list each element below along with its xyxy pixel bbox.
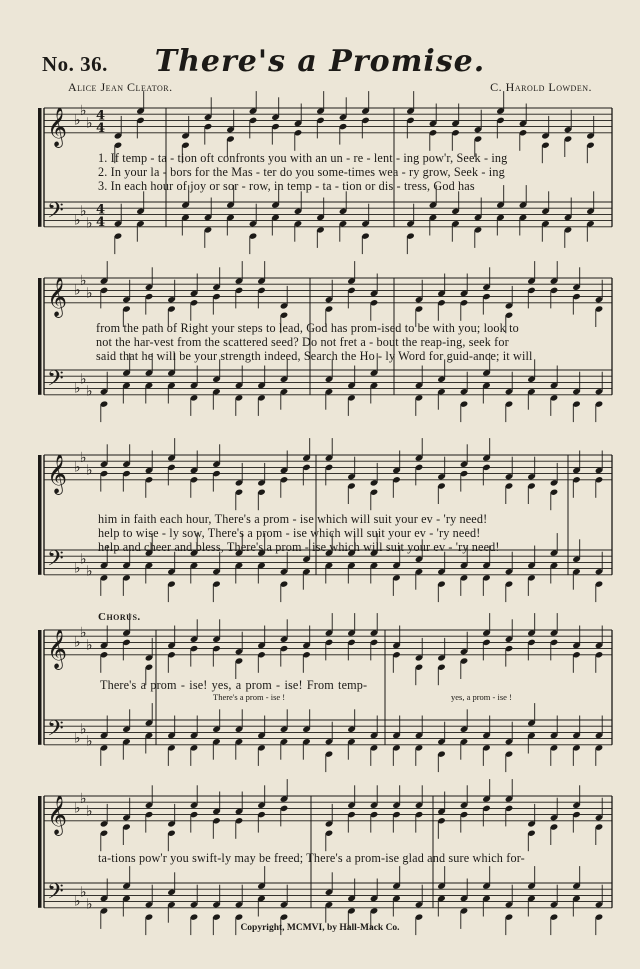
hymn-number: No. 36.: [42, 52, 108, 76]
bass-clef-icon: 𝄢: [47, 716, 64, 747]
flat-icon: ♭: [86, 462, 93, 479]
flat-icon: ♭: [80, 884, 87, 901]
flat-icon: ♭: [86, 803, 93, 820]
flat-icon: ♭: [86, 896, 93, 913]
flat-icon: ♭: [74, 800, 81, 817]
time-signature: 4: [96, 202, 106, 218]
flat-icon: ♭: [80, 625, 87, 642]
bass-clef-icon: 𝄢: [47, 198, 64, 229]
lyric-line: not the har-vest from the scattered seed? Do not fret a - bout the reap-ing, seek for: [96, 335, 509, 349]
echo-lyric: There's a prom - ise !: [213, 692, 286, 702]
flat-icon: ♭: [86, 733, 93, 750]
lyricist: Alice Jean Cleator.: [68, 80, 173, 94]
flat-icon: ♭: [80, 551, 87, 568]
lyric-line: him in faith each hour, There's a prom - ise which will suit your ev - 'ry need!: [98, 512, 488, 526]
lyric-line: 2. In your la - bors for the Mas - ter do you some-times wea - ry grow, Seek - ing: [98, 165, 505, 179]
flat-icon: ♭: [74, 459, 81, 476]
flat-icon: ♭: [86, 383, 93, 400]
flat-icon: ♭: [74, 893, 81, 910]
lyric-line: help and cheer and bless, There's a prom - ise which will suit your ev - 'ry need!: [98, 540, 500, 554]
flat-icon: ♭: [86, 215, 93, 232]
bass-clef-icon: 𝄢: [47, 546, 64, 577]
flat-icon: ♭: [74, 112, 81, 129]
flat-icon: ♭: [80, 103, 87, 120]
lyric-line: 3. In each hour of joy or sor - row, in temp - ta - tion or dis - tress, God has: [98, 179, 475, 193]
treble-clef-icon: 𝄞: [47, 794, 68, 835]
flat-icon: ♭: [86, 285, 93, 302]
bass-clef-icon: 𝄢: [47, 879, 64, 910]
system-bracket: [38, 278, 42, 395]
treble-clef-icon: 𝄞: [47, 106, 68, 147]
system-bracket: [38, 796, 42, 908]
lyric-line: 1. If temp - ta - tion oft confronts you with an un - re - lent - ing pow'r, Seek - ing: [98, 151, 508, 165]
system-bracket: [38, 455, 42, 575]
lyric-line: from the path of Right your steps to lead, God has prom-ised to be with you; look to: [96, 321, 519, 335]
lyric-line: said that he will be your strength indeed, Search the Ho - ly Word for guid-ance; it will: [96, 349, 533, 363]
hymn-title: There's a Promise.: [154, 44, 486, 79]
flat-icon: ♭: [86, 115, 93, 132]
lyric-line: There's a prom - ise! yes, a prom - ise! From temp-: [100, 678, 368, 692]
bass-clef-icon: 𝄢: [47, 366, 64, 397]
flat-icon: ♭: [86, 563, 93, 580]
flat-icon: ♭: [74, 380, 81, 397]
flat-icon: ♭: [80, 791, 87, 808]
lyric-line: ta-tions pow'r you swift-ly may be freed; There's a prom-ise glad and sure which for-: [98, 851, 525, 865]
time-signature: 4: [96, 120, 106, 136]
echo-lyric: yes, a prom - ise !: [451, 692, 512, 702]
flat-icon: ♭: [80, 450, 87, 467]
flat-icon: ♭: [80, 371, 87, 388]
lyric-line: help to wise - ly sow, There's a prom - ise which will suit your ev - 'ry need!: [98, 526, 481, 540]
treble-clef-icon: 𝄞: [47, 453, 68, 494]
flat-icon: ♭: [80, 203, 87, 220]
flat-icon: ♭: [74, 634, 81, 651]
flat-icon: ♭: [74, 282, 81, 299]
treble-clef-icon: 𝄞: [47, 276, 68, 317]
chorus-label: Chorus.: [98, 611, 141, 623]
treble-clef-icon: 𝄞: [47, 628, 68, 669]
time-signature: 4: [96, 214, 106, 230]
system-bracket: [38, 108, 42, 227]
flat-icon: ♭: [74, 560, 81, 577]
flat-icon: ♭: [80, 273, 87, 290]
flat-icon: ♭: [86, 637, 93, 654]
flat-icon: ♭: [74, 212, 81, 229]
system-bracket: [38, 630, 42, 745]
time-signature: 4: [96, 108, 106, 124]
composer: C. Harold Lowden.: [490, 80, 592, 94]
flat-icon: ♭: [74, 730, 81, 747]
copyright-notice: Copyright, MCMVI, by Hall-Mack Co.: [240, 923, 400, 933]
flat-icon: ♭: [80, 721, 87, 738]
